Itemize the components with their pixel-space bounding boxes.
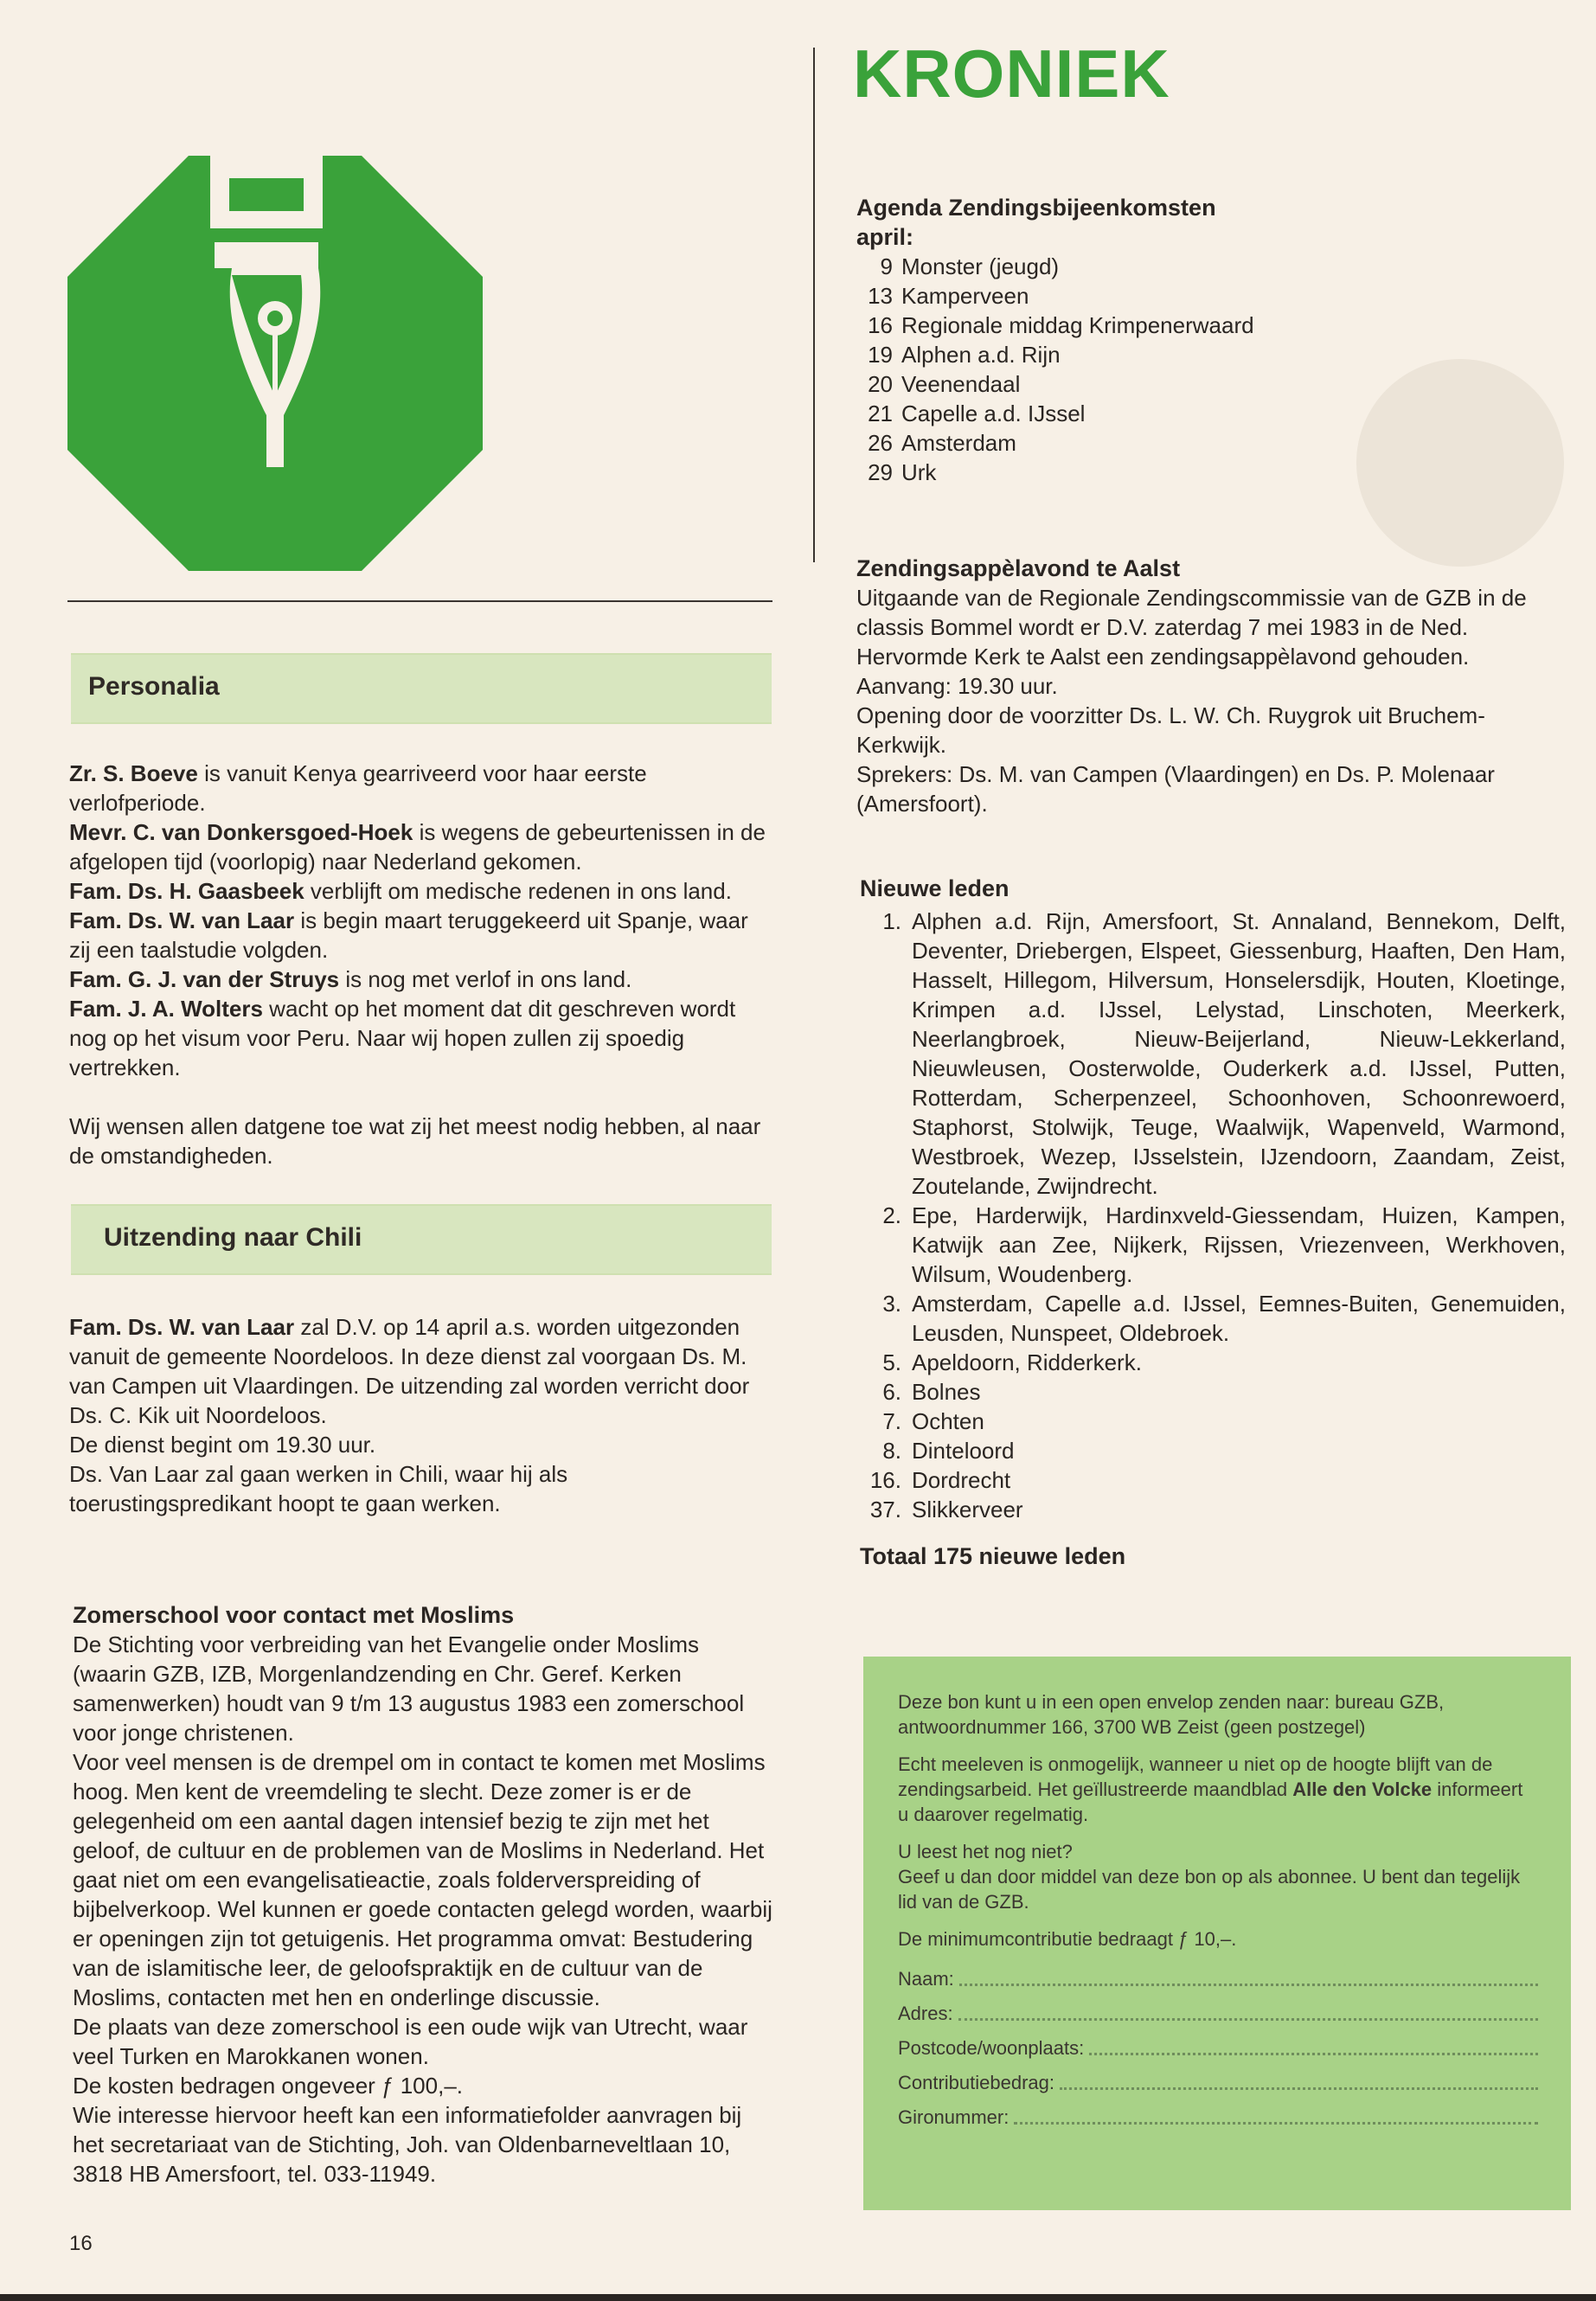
personalia-name: Fam. Ds. H. Gaasbeek xyxy=(69,878,304,904)
leden-list xyxy=(860,907,1566,1524)
agenda-day: 29 xyxy=(868,459,893,485)
coupon-field[interactable] xyxy=(898,2031,1538,2066)
coupon-field[interactable] xyxy=(898,2066,1538,2100)
agenda-place: Monster (jeugd) xyxy=(901,253,1060,279)
leden-total: Totaal 175 nieuwe leden xyxy=(860,1543,1126,1569)
agenda-day: 9 xyxy=(880,253,893,279)
agenda-item xyxy=(856,252,1566,281)
coupon-address: Deze bon kunt u in een open envelop zenden naar: bureau GZB, antwoordnummer 166, 3700 WB Zeist (geen postzegel) xyxy=(898,1691,1445,1738)
agenda-place: Regionale middag Krimpenerwaard xyxy=(901,312,1254,338)
appel-body: Uitgaande van de Regionale Zendingscommissie van de GZB in de classis Bommel wordt er D.V. zaterdag 7 mei 1983 in de Ned. Hervormde Kerk te Aalst een zendingsappèlavond gehouden. xyxy=(856,585,1527,670)
uitzending-title: Uitzending naar Chili xyxy=(104,1223,362,1252)
agenda-place: Kamperveen xyxy=(901,283,1029,309)
coupon-field-line[interactable] xyxy=(1060,2066,1538,2090)
coupon-intro-pre: Echt meeleven is onmogelijk, wanneer u niet op de hoogte blijft van de zendingsarbeid. Het geïllustreerde maandblad xyxy=(898,1753,1493,1800)
appel-title: Zendingsappèlavond te Aalst xyxy=(856,555,1181,581)
coupon-field[interactable] xyxy=(898,1962,1538,1997)
leden-places: Bolnes xyxy=(912,1379,981,1405)
personalia-text: wacht op het moment dat dit geschreven wordt nog op het visum voor Peru. Naar wij hopen zullen zij spoedig vertrekken. xyxy=(69,996,736,1080)
agenda-month: april: xyxy=(856,224,914,250)
leden-places: Amsterdam, Capelle a.d. IJssel, Eemnes-Buiten, Genemuiden, Leusden, Nunspeet, Oldebroek. xyxy=(912,1291,1566,1346)
agenda-item xyxy=(856,311,1566,340)
personalia-text: is vanuit Kenya gearriveerd voor haar eerste verlofperiode. xyxy=(69,760,647,816)
leden-places: Dinteloord xyxy=(912,1438,1015,1464)
leden-places: Slikkerveer xyxy=(912,1497,1023,1522)
personalia-entry xyxy=(69,994,774,1082)
agenda-day: 16 xyxy=(868,312,893,338)
personalia-text: verblijft om medische redenen in ons land. xyxy=(304,878,732,904)
coupon-field-line[interactable] xyxy=(959,1962,1538,1986)
agenda-place: Alphen a.d. Rijn xyxy=(901,342,1061,368)
agenda-place: Capelle a.d. IJssel xyxy=(901,401,1086,426)
zomerschool-p4: De kosten bedragen ongeveer ƒ 100,–. xyxy=(73,2073,464,2099)
agenda-day: 19 xyxy=(868,342,893,368)
leden-count: 8. xyxy=(882,1438,901,1464)
personalia-entry xyxy=(69,906,774,965)
leden-item xyxy=(860,1436,1566,1465)
zomerschool-title: Zomerschool voor contact met Moslims xyxy=(73,1602,515,1628)
coupon-field-label: Adres: xyxy=(898,2003,953,2024)
personalia-entry xyxy=(69,876,774,906)
uitzending-lead xyxy=(69,1312,774,1430)
agenda-day: 21 xyxy=(868,401,893,426)
uitzending-closing: Ds. Van Laar zal gaan werken in Chili, waar hij als toerustingspredikant hoopt te gaan werken. xyxy=(69,1461,568,1516)
magazine-name: Alle den Volcke xyxy=(1292,1779,1433,1800)
leden-count: 6. xyxy=(882,1379,901,1405)
personalia-entries xyxy=(69,759,774,1082)
appel-opening: Opening door de voorzitter Ds. L. W. Ch. Ruygrok uit Bruchem-Kerkwijk. xyxy=(856,702,1485,758)
leden-places: Epe, Harderwijk, Hardinxveld-Giessendam, Huizen, Kampen, Katwijk aan Zee, Nijkerk, Rijssen, Vriezenveen, Werkhoven, Wilsum, Woudenberg. xyxy=(912,1202,1566,1287)
uitzending-band xyxy=(71,1204,772,1275)
zomerschool-p2: Voor veel mensen is de drempel om in contact te komen met Moslims hoog. Men kent de vreemdeling te slecht. Deze zomer is er de gelegenheid om een aantal dagen intensief bezig te zijn met het geloof, de cultuur en de problemen van de Moslims in Nederland. Het gaat niet om een evangelisatieactie, zoals folderverspreiding of bijbelverkoop. Wel kunnen er goede contacten gelegd worden, waarbij er openingen zijn tot getuigenis. Het programma omvat: Bestudering van de islamitische leer, de geloofspraktijk en de cultuur van de Moslims, contacten met hen en onderlinge discussie. xyxy=(73,1749,772,2010)
appel-sprekers: Sprekers: Ds. M. van Campen (Vlaardingen) en Ds. P. Molenaar (Amersfoort). xyxy=(856,761,1495,817)
leden-places: Alphen a.d. Rijn, Amersfoort, St. Annaland, Bennekom, Delft, Deventer, Driebergen, Elspeet, Giessenburg, Haaften, Den Ham, Hasselt, Hillegom, Hilversum, Honselersdijk, Houten, Kloetinge, Krimpen a.d. IJssel, Lelystad, Linschoten, Meerkerk, Neerlangbroek, Nieuw-Beijerland, Nieuw-Lekkerland, Nieuwleusen, Oosterwolde, Ouderkerk a.d. IJssel, Putten, Rotterdam, Scherpenzeel, Schoonhoven, Schoonrewoerd, Staphorst, Stolwijk, Teuge, Waalwijk, Wapenveld, Warmond, Westbroek, Wezep, IJsselstein, IJzendoorn, Zaandam, Zeist, Zoutelande, Zwijndrecht. xyxy=(912,908,1566,1199)
personalia-name: Mevr. C. van Donkersgoed-Hoek xyxy=(69,819,413,845)
personalia-text: is nog met verlof in ons land. xyxy=(339,966,632,992)
uitzending-body xyxy=(69,1312,774,1518)
leden-count: 7. xyxy=(882,1408,901,1434)
personalia-name: Zr. S. Boeve xyxy=(69,760,198,786)
agenda-list xyxy=(856,252,1566,487)
personalia-entry xyxy=(69,759,774,817)
coupon-field-label: Gironummer: xyxy=(898,2106,1010,2128)
appel-aanvang: Aanvang: 19.30 uur. xyxy=(856,673,1058,699)
page-bottom-edge xyxy=(0,2294,1596,2301)
section-rule xyxy=(67,600,772,602)
uitzending-lead-text: zal D.V. op 14 april a.s. worden uitgezonden vanuit de gemeente Noordeloos. In deze dienst zal voorgaan Ds. M. van Campen uit Vlaardingen. De uitzending zal worden verricht door Ds. C. Kik uit Noordeloos. xyxy=(69,1314,750,1428)
appel-section xyxy=(856,554,1566,818)
coupon-field-label: Naam: xyxy=(898,1968,954,1990)
uitzending-lead-name: Fam. Ds. W. van Laar xyxy=(69,1314,295,1340)
leden-count: 1. xyxy=(882,908,901,934)
personalia-text: is wegens de gebeurtenissen in de afgelopen tijd (voorlopig) naar Nederland gekomen. xyxy=(69,819,766,875)
leden-count: 5. xyxy=(882,1349,901,1375)
coupon-field-label: Postcode/woonplaats: xyxy=(898,2037,1085,2059)
personalia-body xyxy=(69,759,774,1170)
personalia-name: Fam. G. J. van der Struys xyxy=(69,966,340,992)
coupon-field[interactable] xyxy=(898,2100,1538,2135)
nieuwe-leden-title: Nieuwe leden xyxy=(860,875,1010,901)
agenda-day: 13 xyxy=(868,283,893,309)
leden-item xyxy=(860,1377,1566,1407)
leden-item xyxy=(860,1289,1566,1348)
fountain-pen-icon xyxy=(67,156,483,571)
leden-count: 37. xyxy=(869,1497,901,1522)
personalia-entry xyxy=(69,817,774,876)
leden-item xyxy=(860,1465,1566,1495)
uitzending-start: De dienst begint om 19.30 uur. xyxy=(69,1432,376,1458)
leden-item xyxy=(860,1407,1566,1436)
leden-places: Dordrecht xyxy=(912,1467,1011,1493)
agenda-item xyxy=(856,340,1566,369)
personalia-name: Fam. J. A. Wolters xyxy=(69,996,263,1022)
subscription-coupon xyxy=(863,1657,1571,2210)
leden-places: Apeldoorn, Ridderkerk. xyxy=(912,1349,1142,1375)
zomerschool-p1: De Stichting voor verbreiding van het Evangelie onder Moslims (waarin GZB, IZB, Morgenlandzending en Chr. Geref. Kerken samenwerken) houdt van 9 t/m 13 augustus 1983 een zomerschool voor jonge christenen. xyxy=(73,1631,745,1746)
leden-item xyxy=(860,1348,1566,1377)
agenda-day: 26 xyxy=(868,430,893,456)
personalia-text: is begin maart teruggekeerd uit Spanje, waar zij een taalstudie volgden. xyxy=(69,907,748,963)
leden-item xyxy=(860,907,1566,1201)
leden-count: 2. xyxy=(882,1202,901,1228)
agenda-section xyxy=(856,193,1566,487)
coupon-question: U leest het nog niet? xyxy=(898,1841,1073,1862)
zomerschool-p5: Wie interesse hiervoor heeft kan een informatiefolder aanvragen bij het secretariaat van de Stichting, Joh. van Oldenbarneveltlaan 10, 3818 HB Amersfoort, tel. 033-11949. xyxy=(73,2102,742,2187)
coupon-minimum: De minimumcontributie bedraagt ƒ 10,–. xyxy=(898,1928,1237,1950)
coupon-field-line[interactable] xyxy=(958,1997,1538,2021)
coupon-field-label: Contributiebedrag: xyxy=(898,2072,1055,2093)
page-number: 16 xyxy=(69,2232,93,2255)
personalia-closing: Wij wensen allen datgene toe wat zij het meest nodig hebben, al naar de omstandigheden. xyxy=(69,1113,761,1169)
personalia-title: Personalia xyxy=(88,672,220,701)
agenda-item xyxy=(856,399,1566,428)
agenda-item xyxy=(856,369,1566,399)
coupon-field-line[interactable] xyxy=(1014,2100,1538,2125)
column-divider xyxy=(813,48,815,562)
agenda-item xyxy=(856,281,1566,311)
nieuwe-leden-section xyxy=(860,874,1566,1571)
coupon-field[interactable] xyxy=(898,1997,1538,2031)
agenda-place: Amsterdam xyxy=(901,430,1016,456)
agenda-title: Agenda Zendingsbijeenkomsten xyxy=(856,195,1216,221)
zomerschool-p3: De plaats van deze zomerschool is een oude wijk van Utrecht, waar veel Turken en Marokkanen wonen. xyxy=(73,2014,748,2069)
coupon-signup: Geef u dan door middel van deze bon op als abonnee. U bent dan tegelijk lid van de GZB. xyxy=(898,1866,1521,1913)
coupon-intro-post: informeert u daarover regelmatig. xyxy=(898,1779,1523,1825)
agenda-day: 20 xyxy=(868,371,893,397)
personalia-name: Fam. Ds. W. van Laar xyxy=(69,907,295,933)
coupon-intro xyxy=(898,1752,1538,1827)
agenda-item xyxy=(856,458,1566,487)
coupon-field-line[interactable] xyxy=(1089,2031,1538,2055)
agenda-place: Veenendaal xyxy=(901,371,1021,397)
leden-item xyxy=(860,1495,1566,1524)
personalia-entry xyxy=(69,965,774,994)
leden-count: 3. xyxy=(882,1291,901,1317)
coupon-fields xyxy=(898,1962,1538,2135)
agenda-place: Urk xyxy=(901,459,937,485)
leden-count: 16. xyxy=(869,1467,901,1493)
personalia-band xyxy=(71,653,772,724)
page-title: KRONIEK xyxy=(853,35,1170,112)
leden-item xyxy=(860,1201,1566,1289)
agenda-item xyxy=(856,428,1566,458)
zomerschool-section xyxy=(73,1600,778,2189)
leden-places: Ochten xyxy=(912,1408,984,1434)
